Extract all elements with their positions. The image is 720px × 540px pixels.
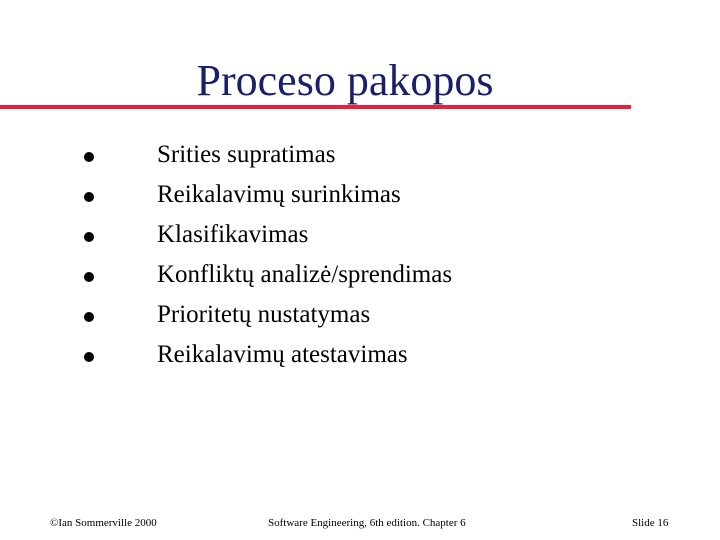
list-item <box>0 218 700 258</box>
bullet-icon <box>84 232 94 242</box>
bullet-text: Klasifikavimas <box>157 221 309 248</box>
list-item <box>0 178 700 218</box>
bullet-text: Reikalavimų surinkimas <box>157 181 401 208</box>
bullet-icon <box>84 272 94 282</box>
bullet-list <box>0 138 700 378</box>
bullet-text: Reikalavimų atestavimas <box>157 341 408 368</box>
bullet-text: Srities supratimas <box>157 141 336 168</box>
bullet-icon <box>84 152 94 162</box>
list-item <box>0 258 700 298</box>
bullet-text: Konfliktų analizė/sprendimas <box>157 261 453 288</box>
list-item <box>0 338 700 378</box>
slide-title: Proceso pakopos <box>196 56 494 105</box>
bullet-icon <box>84 192 94 202</box>
footer-slide-number: Slide 16 <box>632 517 669 529</box>
title-underline <box>0 105 631 109</box>
list-item <box>0 298 700 338</box>
footer-book-title: Software Engineering, 6th edition. Chapter 6 <box>268 517 466 529</box>
bullet-icon <box>84 312 94 322</box>
footer-copyright: ©Ian Sommerville 2000 <box>50 517 157 529</box>
list-item <box>0 138 700 178</box>
bullet-icon <box>84 352 94 362</box>
bullet-text: Prioritetų nustatymas <box>157 301 371 328</box>
